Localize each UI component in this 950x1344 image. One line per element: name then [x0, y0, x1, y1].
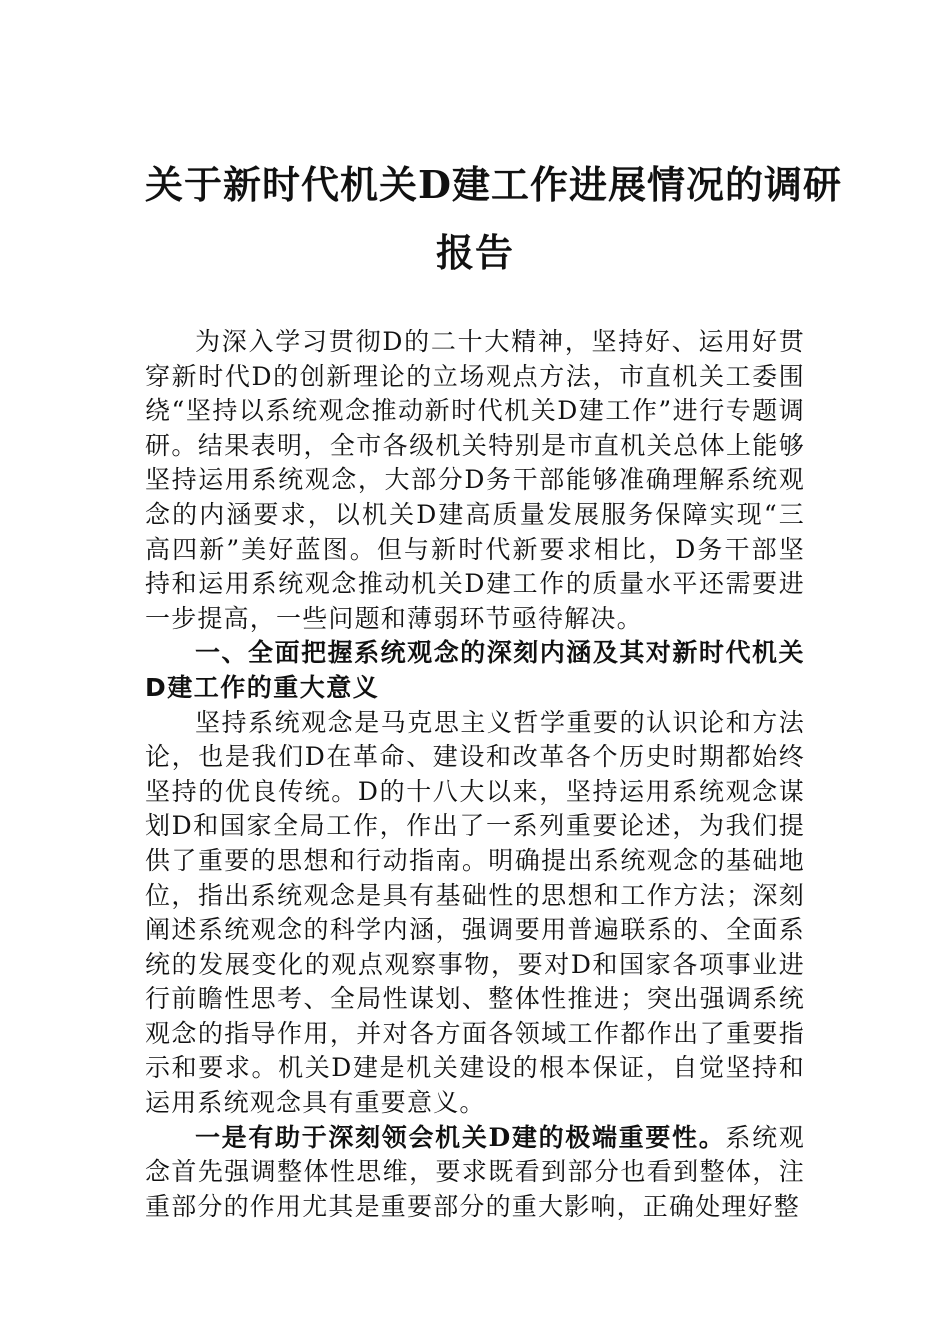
- document-body: [145, 325, 805, 1224]
- intro-paragraph: 为深入学习贯彻D的二十大精神，坚持好、运用好贯穿新时代D的创新理论的立场观点方法，市直机关工委围绕“坚持以系统观念推动新时代机关D建工作”进行专题调研。结果表明，全市各级机关特别是市直机关总体上能够坚持运用系统观念，大部分D务干部能够准确理解系统观念的内涵要求，以机关D建高质量发展服务保障实现“三高四新”美好蓝图。但与新时代新要求相比，D务干部坚持和运用系统观念推动机关D建工作的质量水平还需要进一步提高，一些问题和薄弱环节亟待解决。: [145, 327, 805, 633]
- section-1-heading: 一、全面把握系统观念的深刻内涵及其对新时代机关D建工作的重大意义: [145, 638, 805, 702]
- point-1-paragraph: [145, 1121, 805, 1225]
- document-title-line-2: 报告: [435, 230, 514, 275]
- point-1-lead: 一是有助于深刻领会机关D建的极端重要性。: [195, 1122, 726, 1152]
- section-1-paragraph: 坚持系统观念是马克思主义哲学重要的认识论和方法论，也是我们D在革命、建设和改革各个历史时期都始终坚持的优良传统。D的十八大以来，坚持运用系统观念谋划D和国家全局工作，作出了一系列重要论述，为我们提供了重要的思想和行动指南。明确提出系统观念的基础地位，指出系统观念是具有基础性的思想和工作方法；深刻阐述系统观念的科学内涵，强调要用普遍联系的、全面系统的发展变化的观点观察事物，要对D和国家各项事业进行前瞻性思考、全局性谋划、整体性推进；突出强调系统观念的指导作用，并对各方面各领域工作都作出了重要指示和要求。机关D建是机关建设的根本保证，自觉坚持和运用系统观念具有重要意义。: [145, 707, 805, 1118]
- point-1-text: 系统观念首先强调整体性思维，要求既看到部分也看到整体，注重部分的作用尤其是重要部分的重大影响，正确处理好整: [145, 1122, 805, 1221]
- document-title-line-1: 关于新时代机关D建工作进展情况的调研: [145, 162, 842, 207]
